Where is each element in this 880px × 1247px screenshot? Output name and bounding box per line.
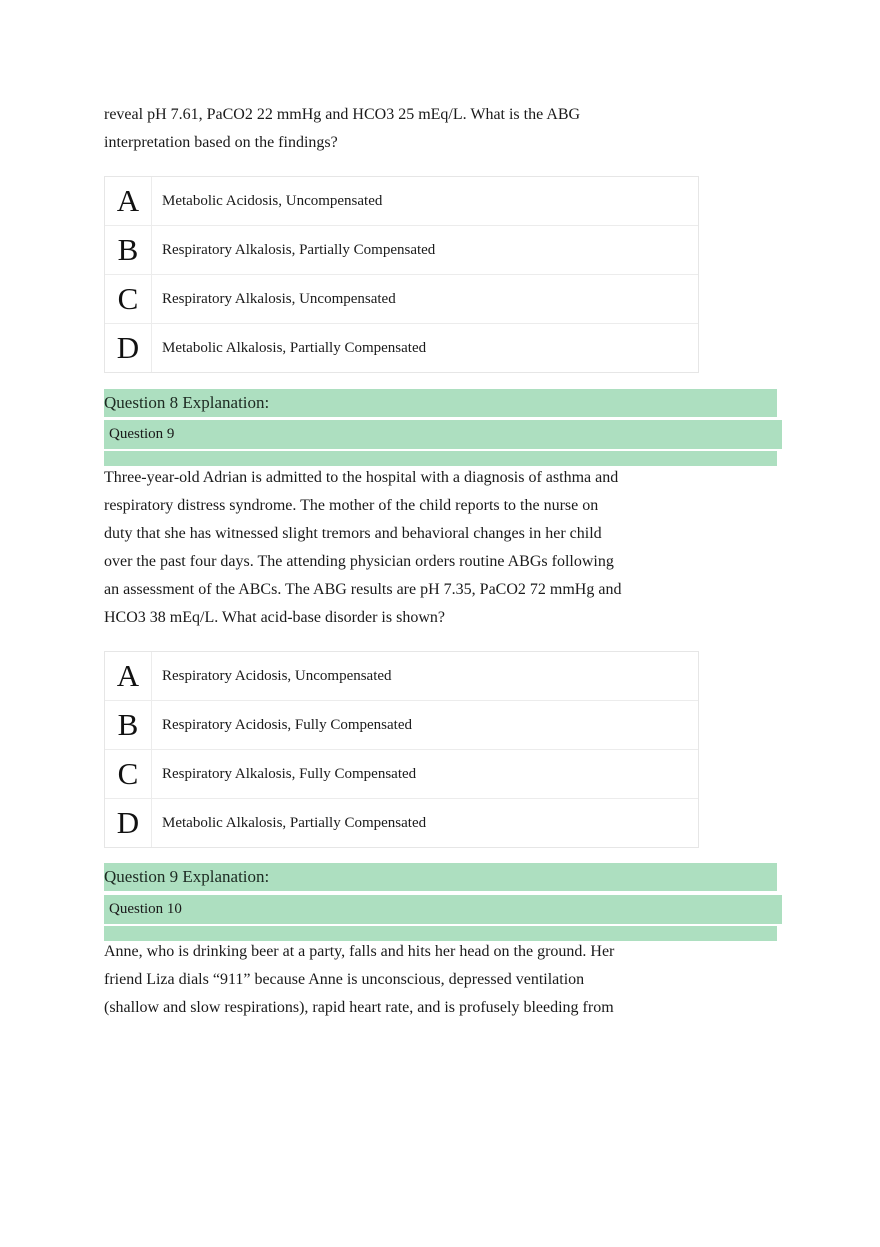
- option-text: Metabolic Acidosis, Uncompensated: [162, 192, 383, 209]
- q9-stem-line: an assessment of the ABCs. The ABG results are pH 7.35, PaCO2 72 mmHg and: [104, 581, 622, 598]
- option-letter: B: [105, 701, 152, 749]
- q10-header-bar: [104, 895, 782, 924]
- q10-stem-line: friend Liza dials “911” because Anne is unconscious, depressed ventilation: [104, 971, 585, 988]
- option-letter: D: [105, 324, 152, 372]
- q8-option-d[interactable]: [105, 323, 698, 372]
- option-letter: C: [105, 275, 152, 323]
- option-text: Respiratory Alkalosis, Partially Compensated: [162, 241, 436, 258]
- q9-explanation-bar[interactable]: [104, 863, 777, 891]
- option-letter: C: [105, 750, 152, 798]
- q9-header: Question 9: [109, 426, 175, 442]
- q9-explanation-label: Question 9 Explanation:: [104, 867, 270, 886]
- q10-stem-line: Anne, who is drinking beer at a party, falls and hits her head on the ground. Her: [104, 943, 615, 960]
- q9-stem-line: over the past four days. The attending physician orders routine ABGs following: [104, 553, 614, 570]
- option-letter: B: [105, 226, 152, 274]
- option-letter: D: [105, 799, 152, 847]
- q9-option-c[interactable]: [105, 749, 698, 798]
- option-letter: A: [105, 652, 152, 700]
- q9-options: [104, 651, 699, 848]
- option-text: Respiratory Acidosis, Fully Compensated: [162, 716, 412, 733]
- option-letter: A: [105, 177, 152, 225]
- q9-stem-line: Three-year-old Adrian is admitted to the hospital with a diagnosis of asthma and: [104, 469, 619, 486]
- option-text: Respiratory Acidosis, Uncompensated: [162, 667, 392, 684]
- q9-option-b[interactable]: [105, 700, 698, 749]
- option-text: Respiratory Alkalosis, Fully Compensated: [162, 765, 417, 782]
- option-text: Metabolic Alkalosis, Partially Compensated: [162, 339, 427, 356]
- q8-option-b[interactable]: [105, 225, 698, 274]
- q8-stem-line: interpretation based on the findings?: [104, 134, 338, 151]
- q8-explanation-bar[interactable]: [104, 389, 777, 417]
- q9-header-bar: [104, 420, 782, 449]
- q9-stem-line: respiratory distress syndrome. The mother of the child reports to the nurse on: [104, 497, 599, 514]
- q9-option-a[interactable]: [105, 652, 698, 700]
- q9-option-d[interactable]: [105, 798, 698, 847]
- q8-stem-line: reveal pH 7.61, PaCO2 22 mmHg and HCO3 25 mEq/L. What is the ABG: [104, 106, 581, 123]
- q10-header: Question 10: [109, 901, 182, 917]
- option-text: Respiratory Alkalosis, Uncompensated: [162, 290, 396, 307]
- q9-stem-line: HCO3 38 mEq/L. What acid-base disorder is shown?: [104, 609, 445, 626]
- q8-option-c[interactable]: [105, 274, 698, 323]
- q10-stem-line: (shallow and slow respirations), rapid heart rate, and is profusely bleeding from: [104, 999, 614, 1016]
- q9-stem: [104, 464, 664, 632]
- q8-options: [104, 176, 699, 373]
- q8-stem: [104, 101, 664, 157]
- q9-stem-line: duty that she has witnessed slight tremors and behavioral changes in her child: [104, 525, 602, 542]
- option-text: Metabolic Alkalosis, Partially Compensated: [162, 814, 427, 831]
- q8-explanation-label: Question 8 Explanation:: [104, 393, 270, 412]
- q10-stem: [104, 938, 664, 1022]
- q8-option-a[interactable]: [105, 177, 698, 225]
